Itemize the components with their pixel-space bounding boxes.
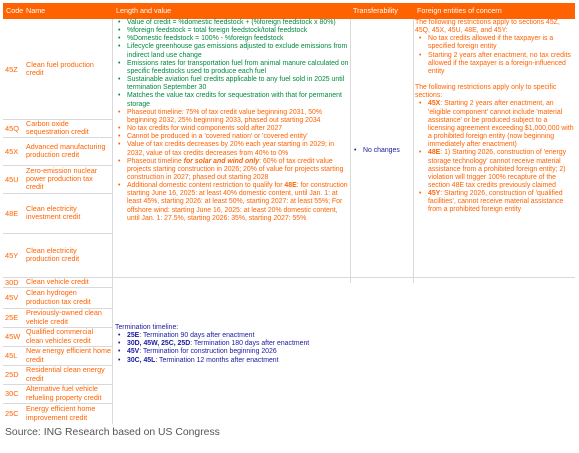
list-item: • No tax credits for wind components sold after 2027 — [114, 125, 350, 133]
foreign-entities-column — [415, 19, 575, 215]
row-code: 48E — [5, 208, 19, 218]
row-code: 25D — [5, 370, 19, 379]
list-item: • Starting 2 years after enactment, no tax credits allowed if the taxpayer is a foreign-influenced entity — [415, 52, 575, 76]
row-code: 25E — [5, 313, 19, 322]
code-label: 45X — [428, 100, 441, 108]
row-name: Residential clean energy credit — [26, 365, 105, 383]
source-note: Source: ING Research based on US Congress — [5, 427, 220, 438]
row-name: Qualified commercial clean vehicles credit — [26, 327, 94, 345]
list-item-text: : Starting 2026, construction of 'qualified facilities', cannot receive material assistance from a prohibited foreign entity — [428, 190, 564, 214]
code-label: 45Y — [428, 190, 441, 198]
header-code: Code — [3, 3, 24, 19]
emphasis-text: for solar and wind only — [183, 157, 260, 165]
row-code: 45V — [5, 293, 19, 302]
foreign-intro: The following restrictions apply only to specific sections: — [415, 84, 557, 100]
termination-title: Termination timeline: — [115, 324, 179, 331]
list-item: • No changes — [350, 147, 413, 155]
code-label: 30D, 45W, 25C, 25D — [127, 340, 191, 348]
list-item-text: : Termination for construction beginning 2026 — [139, 348, 277, 356]
row-code: 25C — [5, 409, 19, 418]
list-item: • Sustainable aviation fuel credits applicable to any fuel sold in 2025 until termination September 30 — [114, 76, 350, 92]
row-name: Clean electricity production credit — [26, 245, 80, 263]
list-item — [114, 340, 350, 348]
column-divider — [112, 19, 113, 424]
credits-table — [3, 3, 575, 424]
row-name: Advanced manufacturing production credit — [26, 141, 106, 159]
list-item — [114, 182, 350, 223]
list-item: • Phaseout timeline: 75% of tax credit value beginning 2031, 50% beginning 2032, 25% beginning 2033, phased out starting 2034 — [114, 109, 350, 125]
list-item: • Emissions rates for transportation fuel from animal manure calculated on specific feedstocks used to produce each fuel — [114, 60, 350, 76]
list-item-text: : Termination 90 days after enactment — [139, 332, 255, 340]
code-label: 45V — [127, 348, 140, 356]
row-name: Clean hydrogen production tax credit — [26, 288, 91, 306]
header-transferability: Transferability — [350, 3, 413, 19]
list-item: • No tax credits allowed if the taxpayer is a specified foreign entity — [415, 35, 575, 51]
code-label: 30C, 45L — [127, 356, 156, 364]
row-code: 45W — [5, 332, 21, 341]
row-name: Previously-owned clean vehicle credit — [26, 308, 102, 326]
list-item-text: Additional domestic content restriction to qualify for — [127, 182, 285, 190]
list-item — [415, 100, 575, 149]
row-code: 45Q — [5, 123, 19, 133]
row-name: Clean electricity investment credit — [26, 203, 81, 221]
list-item: • Cannot be produced in a 'covered nation' or 'covered entity' — [114, 133, 350, 141]
list-item: • Value of tax credits decreases by 20% each year starting in 2029; in 2032, value of tax credits decreases from 40% to 0% — [114, 141, 350, 157]
list-item: • %foreign feedstock = total foreign feedstock/total feedstock — [114, 27, 350, 35]
foreign-intro: The following restrictions apply to sections 45Z, 45Q, 45X, 45U, 48E, and 45Y: — [415, 19, 560, 35]
header-foreign-entities: Foreign entities of concern — [413, 3, 575, 19]
green-list — [114, 19, 350, 109]
list-item-text: : 1) Starting 2026, construction of 'energy storage technology' cannot receive material assistance from a prohibited foreign entity; 2) violation will trigger 100% recapture of the section 48E tax credits previously claimed — [428, 149, 567, 189]
row-name: Zero-emission nuclear power production tax credit — [26, 165, 98, 192]
code-label: 25E — [127, 332, 140, 340]
list-item: • Matches the value tax credits for sequestration with that for permanent storage — [114, 92, 350, 108]
termination-timeline — [114, 324, 350, 365]
header-name: Name — [24, 3, 112, 19]
row-name: Carbon oxide sequestration credit — [26, 118, 89, 136]
list-item-text: : 60% of tax credit value projects starting construction in 2026; 20% of value for projects starting construction in 2027; phased out starting 2028 — [127, 157, 344, 181]
row-code: 45L — [5, 351, 18, 360]
foreign-section-list — [415, 100, 575, 214]
orange-list — [114, 109, 350, 223]
list-item — [415, 190, 575, 214]
length-value-column — [114, 19, 350, 223]
column-divider — [413, 19, 414, 283]
list-item — [114, 158, 350, 182]
list-item-text: : Termination 180 days after enactment — [190, 340, 310, 348]
row-name: New energy efficient home credit — [26, 346, 111, 364]
row-code: 45U — [5, 174, 19, 184]
row-code: 45X — [5, 146, 19, 156]
row-name: Clean vehicle credit — [26, 276, 89, 286]
list-item — [114, 357, 350, 365]
row-code: 30C — [5, 389, 19, 398]
list-item — [114, 332, 350, 340]
row-name: Energy efficient home improvement credit — [26, 404, 96, 422]
list-item-text: : Termination 12 months after enactment — [155, 356, 279, 364]
header-length-value: Length and value — [112, 3, 350, 19]
list-item: • Value of credit = %domestic feedstock + (%foreign feedstock x 80%) — [114, 19, 350, 27]
list-item — [415, 149, 575, 190]
row-name: Alternative fuel vehicle refueling property credit — [26, 384, 102, 402]
row-name: Clean fuel production credit — [26, 59, 94, 77]
termination-list — [114, 332, 350, 365]
row-code: 30D — [5, 277, 19, 287]
code-label: 48E — [428, 149, 441, 157]
emphasis-text: 48E — [284, 182, 297, 190]
list-item-text: Phaseout timeline — [127, 157, 184, 165]
row-code: 45Z — [5, 64, 18, 74]
list-item: • Lifecycle greenhouse gas emissions adjusted to exclude emissions from indirect land use change — [114, 43, 350, 59]
foreign-list — [415, 35, 575, 76]
list-item-text: : for construction starting June 16, 2025: at least 40% domestic content, until Jan. 1: at least 45%, starting 2026: at least 50%, starting 2027: at least 55%; For offshore wind: starting June 16, 2025: at least 20% domestic content, until Jan. 1: 27.5%, starting 2026: 35%, starting 2027: 55% — [127, 182, 348, 222]
list-item-text: : Starting 2 years after enactment, an 'eligible component' cannot include 'material assistance' or be produced subject to a licensing agreement exceeding $1,000,000 with a prohibited foreign entity (now beginning immediately after enactment) — [428, 100, 574, 149]
row-code: 45Y — [5, 250, 19, 260]
list-item — [114, 348, 350, 356]
transferability-column — [350, 147, 413, 155]
list-item: • %Domestic feedstock = 100% - %foreign feedstock — [114, 35, 350, 43]
